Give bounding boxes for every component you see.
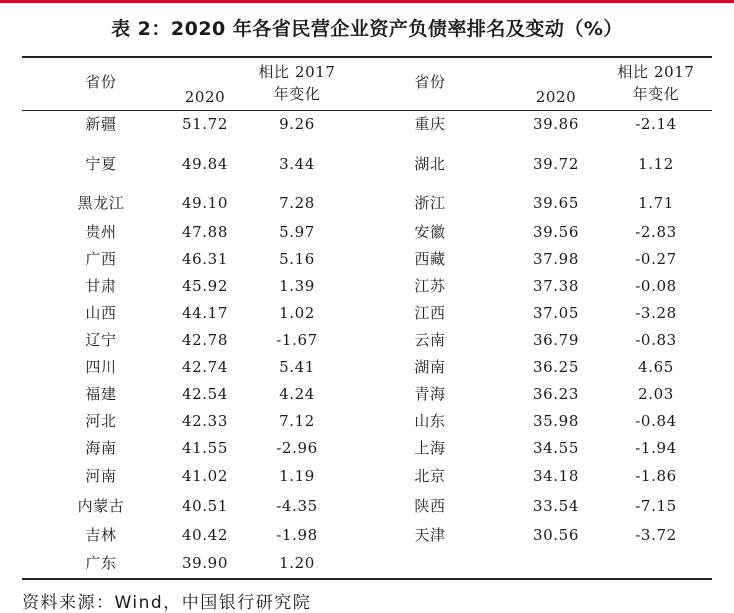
right-value-2020-cell: 39.72: [533, 155, 579, 173]
left-change-vs-2017-cell: 9.26: [279, 115, 315, 133]
left-province-cell: 福建: [85, 385, 117, 403]
right-value-2020-cell: 34.18: [533, 467, 579, 485]
right-value-2020-cell: 37.38: [533, 277, 579, 295]
right-change-vs-2017-cell: -2.83: [635, 223, 677, 241]
right-province-cell: 青海: [414, 385, 446, 403]
left-value-2020-cell: 41.55: [182, 439, 228, 457]
right-value-2020-cell: 39.65: [533, 194, 579, 212]
left-province-cell: 甘肃: [85, 277, 117, 295]
accent-line: [0, 0, 734, 3]
left-value-2020-cell: 39.90: [182, 554, 228, 572]
left-change-vs-2017-cell: -4.35: [276, 497, 318, 515]
right-change-vs-2017-cell: -0.08: [635, 277, 677, 295]
left-province-cell: 吉林: [85, 526, 117, 544]
right-province-cell: 山东: [414, 412, 446, 430]
right-change-vs-2017-cell: -1.86: [635, 467, 677, 485]
left-change-vs-2017-cell: -1.67: [276, 331, 318, 349]
right-change-vs-2017-cell: 1.71: [638, 194, 674, 212]
right-province-cell: 浙江: [414, 194, 446, 212]
left-change-vs-2017-cell: 4.24: [279, 385, 315, 403]
header-change-left-line2: 年变化: [273, 85, 321, 103]
right-province-cell: 重庆: [414, 115, 446, 133]
table-header-rule: [22, 110, 712, 111]
right-change-vs-2017-cell: -2.14: [635, 115, 677, 133]
right-province-cell: 云南: [414, 331, 446, 349]
left-change-vs-2017-cell: 7.12: [279, 412, 315, 430]
right-change-vs-2017-cell: -3.28: [635, 304, 677, 322]
left-value-2020-cell: 45.92: [182, 277, 228, 295]
right-change-vs-2017-cell: -3.72: [635, 526, 677, 544]
header-change-right-line2: 年变化: [632, 85, 680, 103]
left-change-vs-2017-cell: 7.28: [279, 194, 315, 212]
right-change-vs-2017-cell: 4.65: [638, 358, 674, 376]
right-province-cell: 天津: [414, 526, 446, 544]
table-top-rule: [22, 56, 712, 58]
left-value-2020-cell: 40.42: [182, 526, 228, 544]
right-value-2020-cell: 34.55: [533, 439, 579, 457]
header-year-right: 2020: [535, 88, 577, 106]
right-change-vs-2017-cell: -0.27: [635, 250, 677, 268]
left-change-vs-2017-cell: -1.98: [276, 526, 318, 544]
left-value-2020-cell: 42.78: [182, 331, 228, 349]
right-value-2020-cell: 39.86: [533, 115, 579, 133]
left-value-2020-cell: 42.74: [182, 358, 228, 376]
right-value-2020-cell: 36.79: [533, 331, 579, 349]
right-province-cell: 湖南: [414, 358, 446, 376]
right-change-vs-2017-cell: -7.15: [635, 497, 677, 515]
header-province-right: 省份: [414, 73, 446, 91]
left-value-2020-cell: 47.88: [182, 223, 228, 241]
right-province-cell: 上海: [414, 439, 446, 457]
left-change-vs-2017-cell: 1.02: [279, 304, 315, 322]
left-value-2020-cell: 42.54: [182, 385, 228, 403]
right-value-2020-cell: 33.54: [533, 497, 579, 515]
right-province-cell: 江西: [414, 304, 446, 322]
left-province-cell: 辽宁: [85, 331, 117, 349]
header-change-right-line1: 相比 2017: [617, 63, 695, 81]
left-province-cell: 四川: [85, 358, 117, 376]
left-province-cell: 广东: [85, 554, 117, 572]
left-value-2020-cell: 40.51: [182, 497, 228, 515]
left-value-2020-cell: 49.10: [182, 194, 228, 212]
left-change-vs-2017-cell: 1.39: [279, 277, 315, 295]
table-bottom-rule: [22, 578, 712, 580]
left-change-vs-2017-cell: 3.44: [279, 155, 315, 173]
right-change-vs-2017-cell: -1.94: [635, 439, 677, 457]
left-change-vs-2017-cell: 1.20: [279, 554, 315, 572]
header-year-left: 2020: [184, 88, 226, 106]
header-change-left-line1: 相比 2017: [258, 63, 336, 81]
right-value-2020-cell: 39.56: [533, 223, 579, 241]
left-province-cell: 宁夏: [85, 155, 117, 173]
right-province-cell: 陕西: [414, 497, 446, 515]
left-value-2020-cell: 41.02: [182, 467, 228, 485]
left-change-vs-2017-cell: 1.19: [279, 467, 315, 485]
left-value-2020-cell: 46.31: [182, 250, 228, 268]
right-province-cell: 江苏: [414, 277, 446, 295]
right-change-vs-2017-cell: -0.83: [635, 331, 677, 349]
right-value-2020-cell: 36.25: [533, 358, 579, 376]
right-change-vs-2017-cell: -0.84: [635, 412, 677, 430]
left-province-cell: 河南: [85, 467, 117, 485]
left-province-cell: 河北: [85, 412, 117, 430]
right-value-2020-cell: 35.98: [533, 412, 579, 430]
left-province-cell: 广西: [85, 250, 117, 268]
right-value-2020-cell: 36.23: [533, 385, 579, 403]
right-change-vs-2017-cell: 2.03: [638, 385, 674, 403]
left-value-2020-cell: 44.17: [182, 304, 228, 322]
left-province-cell: 海南: [85, 439, 117, 457]
right-value-2020-cell: 37.05: [533, 304, 579, 322]
right-province-cell: 西藏: [414, 250, 446, 268]
left-change-vs-2017-cell: 5.41: [279, 358, 315, 376]
left-province-cell: 黑龙江: [77, 194, 125, 212]
right-change-vs-2017-cell: 1.12: [638, 155, 674, 173]
right-value-2020-cell: 37.98: [533, 250, 579, 268]
source-note: 资料来源：Wind，中国银行研究院: [22, 593, 312, 613]
left-change-vs-2017-cell: 5.16: [279, 250, 315, 268]
left-province-cell: 贵州: [85, 223, 117, 241]
left-change-vs-2017-cell: 5.97: [279, 223, 315, 241]
right-province-cell: 安徽: [414, 223, 446, 241]
right-province-cell: 湖北: [414, 155, 446, 173]
left-province-cell: 内蒙古: [77, 497, 125, 515]
left-change-vs-2017-cell: -2.96: [276, 439, 318, 457]
left-province-cell: 山西: [85, 304, 117, 322]
left-value-2020-cell: 51.72: [182, 115, 228, 133]
left-value-2020-cell: 49.84: [182, 155, 228, 173]
left-value-2020-cell: 42.33: [182, 412, 228, 430]
right-value-2020-cell: 30.56: [533, 526, 579, 544]
left-province-cell: 新疆: [85, 115, 117, 133]
right-province-cell: 北京: [414, 467, 446, 485]
header-province-left: 省份: [85, 73, 117, 91]
table-title: 表 2：2020 年各省民营企业资产负债率排名及变动（%）: [111, 18, 623, 40]
